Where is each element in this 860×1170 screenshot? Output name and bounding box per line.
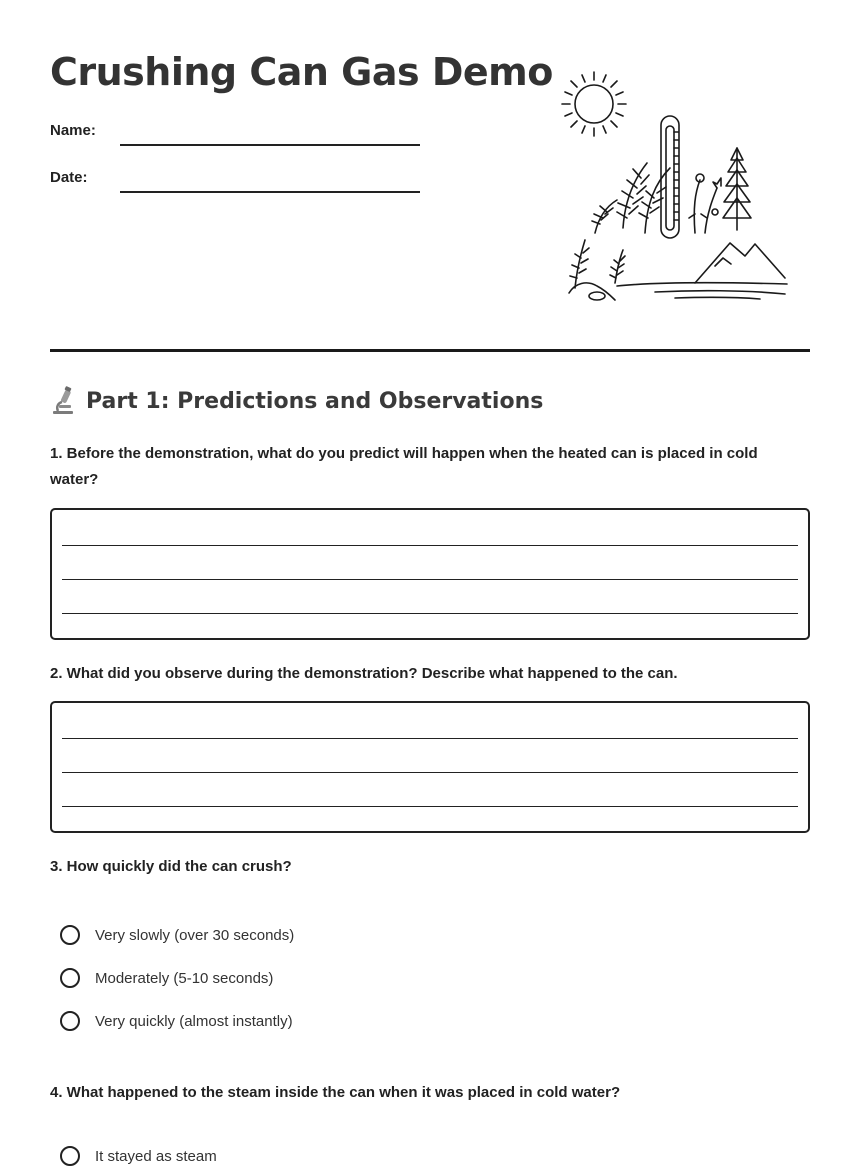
worksheet-page [50, 0, 810, 1165]
mountains-icon [569, 243, 787, 300]
question-4: 4. What happened to the steam inside the can when it was placed in cold water? [50, 1084, 621, 1101]
answer-line [62, 579, 798, 580]
name-label: Name: [50, 122, 96, 139]
section-title-part1 [50, 386, 543, 416]
worksheet-title: Crushing Can Gas Demo [50, 50, 553, 94]
radio-circle-icon[interactable] [60, 1146, 80, 1166]
date-label: Date: [50, 169, 88, 186]
microscope-icon [50, 386, 76, 416]
radio-circle-icon[interactable] [60, 925, 80, 945]
section-title-text: Part 1: Predictions and Observations [86, 388, 544, 414]
question-3: 3. How quickly did the can crush? [50, 858, 292, 875]
option-label: Very slowly (over 30 seconds) [95, 926, 295, 944]
name-field-row [50, 118, 420, 148]
radio-option-moderately[interactable] [60, 964, 273, 992]
answer-line [62, 613, 798, 614]
option-label: Moderately (5-10 seconds) [95, 969, 274, 987]
fern-plants-icon [570, 163, 670, 288]
radio-option-very-quickly[interactable] [60, 1007, 293, 1035]
thermometer-icon [661, 116, 679, 238]
header-divider [50, 349, 810, 352]
pine-tree-icon [723, 148, 751, 230]
question-1: 1. Before the demonstration, what do you predict will happen when the heated can is placed in cold water? [50, 445, 758, 488]
question-2: 2. What did you observe during the demonstration? Describe what happened to the can. [50, 665, 678, 682]
date-input-line[interactable] [120, 191, 420, 193]
answer-box-2[interactable] [50, 701, 810, 833]
answer-line [62, 806, 798, 807]
answer-line [62, 738, 798, 739]
date-field-row [50, 165, 420, 195]
answer-box-1[interactable] [50, 508, 810, 640]
option-label: Very quickly (almost instantly) [95, 1012, 293, 1030]
radio-circle-icon[interactable] [60, 968, 80, 988]
sun-icon [562, 72, 626, 136]
radio-option-stayed-as-steam[interactable] [60, 1142, 217, 1170]
answer-line [62, 545, 798, 546]
nature-illustration [555, 68, 795, 308]
flowers-icon [689, 174, 721, 233]
radio-circle-icon[interactable] [60, 1011, 80, 1031]
answer-line [62, 772, 798, 773]
option-label: It stayed as steam [95, 1147, 217, 1165]
radio-option-very-slowly[interactable] [60, 921, 294, 949]
name-input-line[interactable] [120, 144, 420, 146]
